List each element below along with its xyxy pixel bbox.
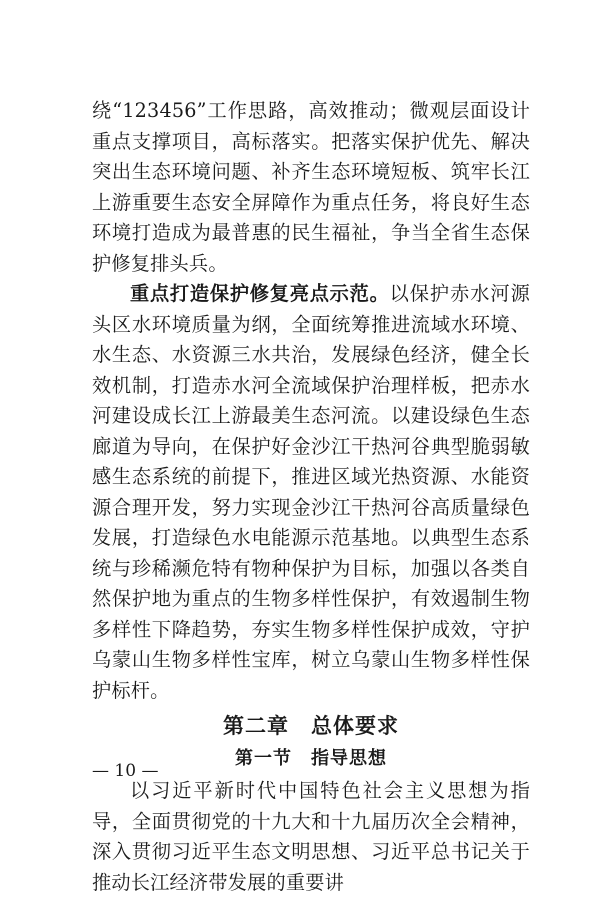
chapter-title: 第二章 总体要求 — [223, 714, 399, 738]
paragraph-highlight-demonstration — [92, 279, 530, 706]
paragraph-lead-heading: 重点打造保护修复亮点示范。 — [130, 282, 390, 305]
paragraph-guiding-ideology: 以习近平新时代中国特色社会主义思想为指导，全面贯彻党的十九大和十九届历次全会精神，深入贯彻习近平生态文明思想、习近平总书记关于推动长江经济带发展的重要讲 — [92, 779, 530, 894]
paragraph-body-text: 以保护赤水河源头区水环境质量为纲，全面统筹推进流域水环境、水生态、水资源三水共治，发展绿色经济，健全长效机制，打造赤水河全流域保护治理样板，把赤水河建设成长江上游最美生态河流。以建设绿色生态廊道为导向，在保护好金沙江干热河谷典型脆弱敏感生态系统的前提下，推进区域光热资源、水能资源合理开发，努力实现金沙江干热河谷高质量绿色发展，打造绿色水电能源示范基地。以典型生态系统与珍稀濒危特有物种保护为目标，加强以各类自然保护地为重点的生物多样性保护，有效遏制生物多样性下降趋势，夯实生物多样性保护成效，守护乌蒙山生物多样性宝库，树立乌蒙山生物多样性保护标杆。 — [92, 282, 530, 702]
page-number: — 10 — — [92, 761, 159, 781]
section-title: 第一节 指导思想 — [235, 748, 387, 769]
paragraph-continued: 绕“123456”工作思路，高效推动；微观层面设计重点支撑项目，高标落实。把落实保护优先、解决突出生态环境问题、补齐生态环境短板、筑牢长江上游重要生态安全屏障作为重点任务，将良好生态环境打造成为最普惠的民生福祉，争当全省生态保护修复排头兵。 — [92, 99, 530, 275]
